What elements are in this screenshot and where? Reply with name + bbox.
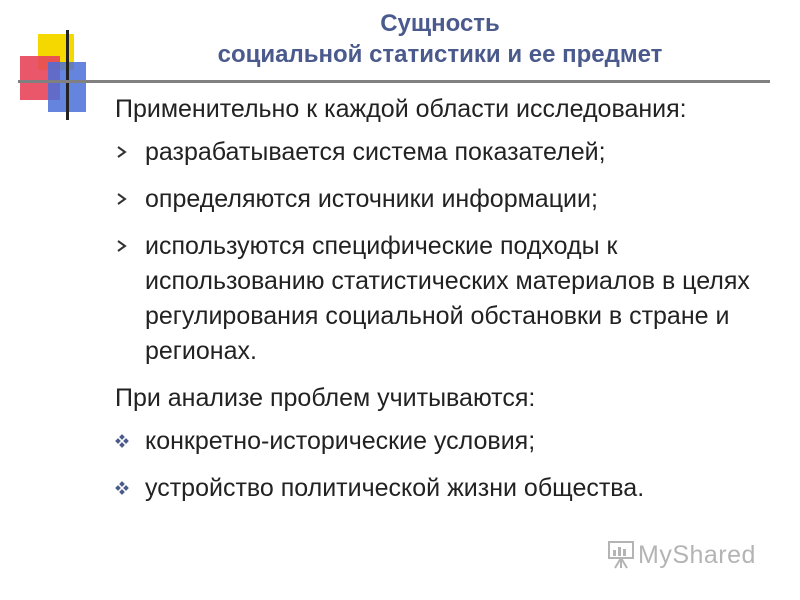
title-divider <box>18 80 770 83</box>
presentation-board-icon <box>606 538 636 570</box>
deco-vertical-line <box>66 30 69 120</box>
list-item <box>115 424 780 459</box>
list-item-text: конкретно-исторические условия; <box>145 427 536 455</box>
list-item <box>115 471 780 506</box>
diamond-cluster-bullet-icon <box>115 480 129 496</box>
list-item-text: определяются источники информации; <box>145 185 598 213</box>
list-item-text: используются специфические подходы к использованию статистических материалов в целях регулирования социальной обстановки в стране и регионах. <box>145 232 750 365</box>
diamond-cluster-bullet-icon <box>115 433 129 449</box>
watermark <box>606 536 766 572</box>
slide-title-line1: Сущность <box>380 10 500 37</box>
list-item-text: устройство политической жизни общества. <box>145 474 645 502</box>
arrow-bullet-icon <box>115 238 129 254</box>
slide-title-line2: социальной статистики и ее предмет <box>217 41 663 68</box>
list-item <box>115 182 780 217</box>
slide-title <box>120 8 760 70</box>
arrow-bullet-icon <box>115 191 129 207</box>
intro2-paragraph: При анализе проблем учитываются: <box>115 384 536 412</box>
arrow-bullet-icon <box>115 144 129 160</box>
watermark-text: MyShared <box>638 541 756 569</box>
list-item <box>115 229 780 369</box>
list-item <box>115 135 780 170</box>
intro-paragraph: Применительно к каждой области исследования: <box>115 95 687 123</box>
list-item-text: разрабатывается система показателей; <box>145 138 606 166</box>
slide-body <box>115 92 780 518</box>
slide-decoration <box>0 0 110 130</box>
